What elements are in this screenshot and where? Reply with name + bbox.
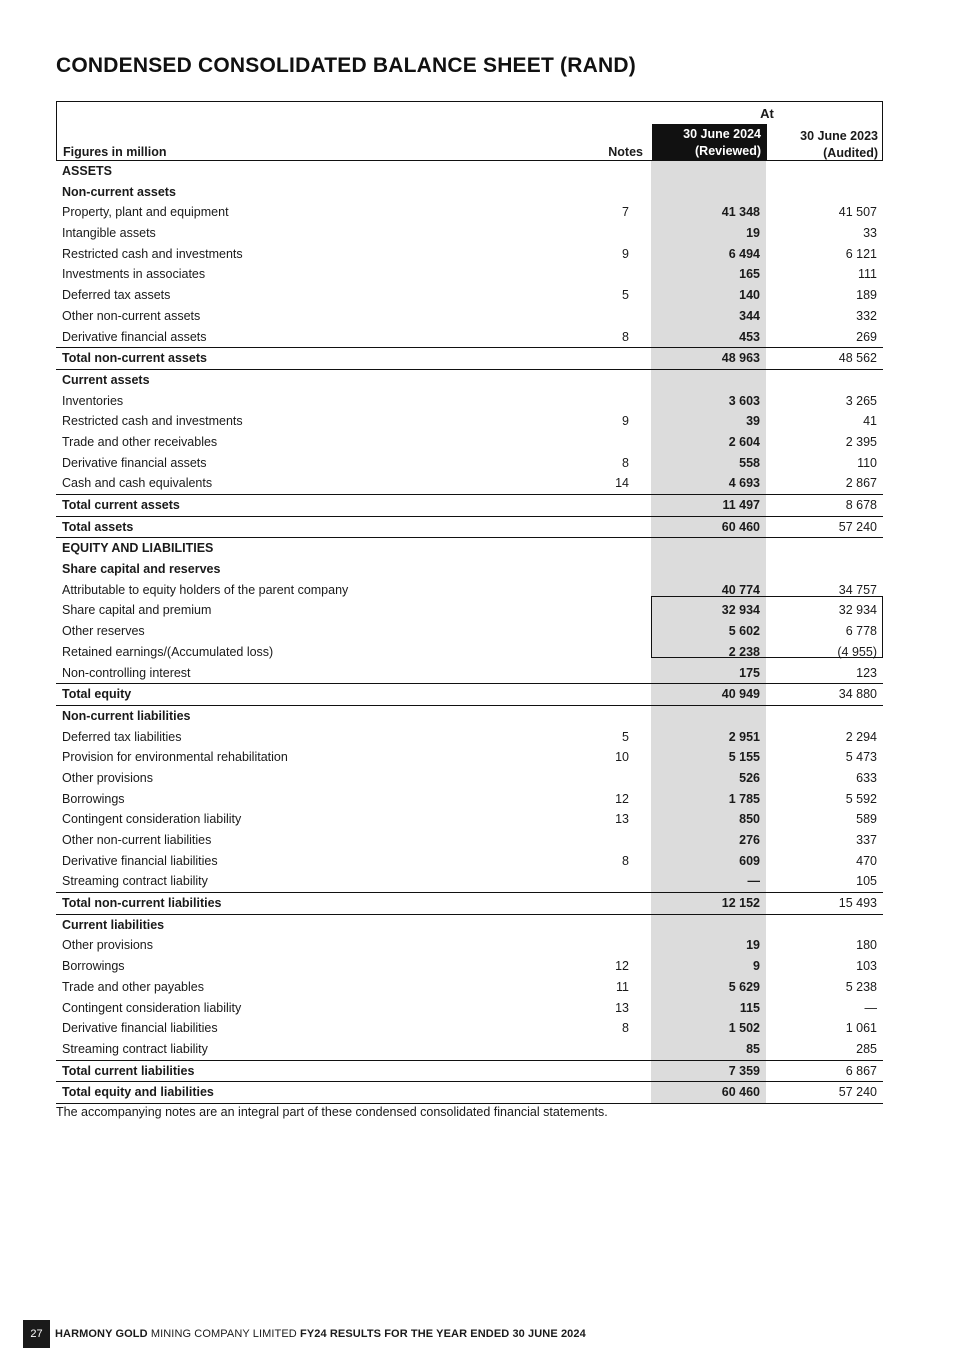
table-row: [56, 537, 883, 559]
row-value-2024: 40 949: [721, 687, 760, 702]
row-value-2024: 2 604: [728, 434, 760, 449]
row-value-2023: 5 473: [845, 750, 877, 765]
column-2023-date: 30 June 2023: [800, 129, 878, 143]
row-value-2024: 115: [739, 1000, 760, 1015]
table-row: [56, 264, 883, 285]
table-row: [56, 998, 883, 1019]
row-value-2024: 11 497: [722, 498, 760, 512]
table-header: [56, 101, 883, 161]
row-value-2024: 344: [739, 308, 760, 323]
row-value-2024: 175: [739, 665, 760, 680]
row-label: Borrowings: [62, 791, 125, 806]
row-note: 8: [622, 853, 629, 868]
table-row: [56, 580, 883, 601]
table-row: [56, 935, 883, 956]
table-row: [56, 892, 883, 914]
row-value-2023: 6 778: [845, 624, 877, 639]
row-note: 5: [622, 729, 629, 744]
row-label: Property, plant and equipment: [62, 205, 229, 220]
table-row: [56, 851, 883, 872]
row-value-2024: 4 693: [728, 476, 760, 491]
table-row: [56, 621, 883, 642]
column-2024-heading: [652, 124, 767, 160]
row-label: Total current liabilities: [62, 1063, 195, 1078]
row-label: Streaming contract liability: [62, 874, 208, 889]
row-value-2024: 165: [739, 267, 760, 282]
row-value-2024: 276: [739, 833, 760, 847]
row-label: Total non-current assets: [62, 351, 207, 366]
row-note: 13: [615, 1000, 629, 1015]
row-value-2023: 15 493: [838, 896, 877, 911]
footnote: The accompanying notes are an integral part of these condensed consolidated financial statements.: [56, 1105, 608, 1119]
balance-sheet-table: [56, 101, 883, 1104]
table-body: [56, 161, 883, 1104]
footer-report: FY24 RESULTS FOR THE YEAR ENDED 30 JUNE 2024: [300, 1328, 586, 1340]
table-row: [56, 494, 883, 516]
row-note: 10: [615, 750, 629, 765]
footer-company-bold: HARMONY GOLD: [55, 1328, 148, 1340]
row-value-2023: 103: [856, 959, 877, 974]
table-row: [56, 747, 883, 768]
table-row: [56, 705, 883, 727]
row-value-2023: 6 121: [845, 246, 877, 261]
row-label: Share capital and reserves: [62, 562, 221, 577]
table-row: [56, 871, 883, 892]
row-label: Streaming contract liability: [62, 1041, 208, 1056]
row-label: Other reserves: [62, 624, 145, 639]
row-value-2024: 5 155: [728, 750, 760, 765]
table-row: [56, 663, 883, 684]
row-value-2024: 41 348: [721, 205, 760, 220]
row-label: Other provisions: [62, 770, 154, 785]
row-label: Other non-current assets: [62, 308, 201, 323]
row-label: Restricted cash and investments: [62, 246, 243, 261]
row-label: Non-current assets: [62, 184, 176, 199]
row-label: Investments in associates: [62, 267, 206, 282]
row-value-2023: 2 395: [845, 434, 877, 449]
page-number: 27: [23, 1320, 50, 1348]
table-row: [56, 809, 883, 830]
row-value-2023: 285: [856, 1041, 877, 1056]
table-row: [56, 642, 883, 663]
row-value-2023: 123: [856, 665, 877, 680]
row-value-2023: 8 678: [845, 498, 877, 512]
row-value-2023: 41 507: [838, 205, 877, 220]
row-label: Borrowings: [62, 959, 125, 974]
row-label: Non-current liabilities: [62, 708, 191, 723]
table-row: [56, 1060, 883, 1082]
row-value-2024: 140: [739, 288, 760, 303]
row-value-2024: 32 934: [721, 603, 760, 618]
row-value-2024: 9: [753, 959, 760, 974]
table-row: [56, 473, 883, 494]
row-value-2024: 5 629: [728, 979, 760, 994]
row-label: Total current assets: [62, 498, 180, 512]
row-value-2023: 41: [863, 414, 877, 429]
row-value-2024: 609: [739, 853, 760, 868]
row-value-2024: —: [747, 874, 760, 889]
row-value-2024: 6 494: [728, 246, 760, 261]
row-note: 12: [615, 959, 629, 974]
table-row: [56, 223, 883, 244]
row-label: Contingent consideration liability: [62, 1000, 242, 1015]
row-note: 8: [622, 329, 629, 344]
row-note: 5: [622, 288, 629, 303]
table-row: [56, 432, 883, 453]
row-label: Contingent consideration liability: [62, 812, 242, 827]
table-row: [56, 202, 883, 223]
row-note: 9: [622, 246, 629, 261]
row-value-2023: 180: [856, 938, 877, 953]
row-label: Derivative financial assets: [62, 329, 207, 344]
table-row: [56, 369, 883, 391]
row-value-2023: 110: [857, 455, 877, 470]
at-heading: At: [760, 106, 774, 121]
table-row: [56, 161, 883, 182]
row-label: Share capital and premium: [62, 603, 212, 618]
table-row: [56, 683, 883, 705]
row-value-2023: 332: [856, 308, 877, 323]
table-row: [56, 727, 883, 748]
figures-heading: Figures in million: [63, 145, 167, 159]
table-row: [56, 830, 883, 851]
row-value-2024: 850: [739, 812, 760, 827]
table-row: [56, 327, 883, 348]
row-value-2024: 60 460: [721, 519, 760, 534]
row-value-2023: 5 592: [845, 791, 877, 806]
row-label: Trade and other payables: [62, 979, 204, 994]
table-row: [56, 977, 883, 998]
row-value-2024: 60 460: [721, 1085, 760, 1100]
row-value-2023: 34 757: [838, 582, 877, 597]
row-note: 11: [616, 979, 629, 994]
row-label: Provision for environmental rehabilitation: [62, 750, 288, 765]
row-label: Cash and cash equivalents: [62, 476, 213, 491]
row-label: Other provisions: [62, 938, 154, 953]
row-label: Total assets: [62, 519, 134, 534]
row-label: Deferred tax assets: [62, 288, 171, 303]
row-value-2023: 57 240: [838, 519, 877, 534]
footer-company-rest: MINING COMPANY LIMITED: [147, 1328, 301, 1340]
row-label: ASSETS: [62, 164, 113, 178]
row-label: Retained earnings/(Accumulated loss): [62, 644, 274, 659]
row-value-2023: 6 867: [845, 1063, 877, 1078]
row-value-2023: 3 265: [845, 393, 877, 408]
row-value-2023: 32 934: [838, 603, 877, 618]
row-value-2023: 1 061: [845, 1021, 877, 1036]
row-value-2024: 3 603: [728, 393, 760, 408]
table-row: [56, 600, 883, 621]
row-value-2023: 111: [857, 267, 877, 282]
row-value-2023: (4 955): [837, 644, 877, 659]
row-label: Current assets: [62, 372, 150, 387]
row-label: Intangible assets: [62, 226, 156, 241]
column-2024-status: (Reviewed): [695, 144, 761, 158]
row-value-2024: 2 951: [728, 729, 760, 744]
table-row: [56, 768, 883, 789]
row-label: Inventories: [62, 393, 124, 408]
column-2023-heading: [767, 124, 882, 160]
row-value-2023: 57 240: [838, 1085, 877, 1100]
table-row: [56, 1039, 883, 1060]
row-value-2024: 5 602: [728, 624, 760, 639]
row-value-2023: 589: [856, 812, 877, 827]
page-title: CONDENSED CONSOLIDATED BALANCE SHEET (RAND): [56, 54, 636, 77]
row-label: Total equity: [62, 687, 132, 702]
row-note: 8: [622, 455, 629, 470]
row-value-2023: 105: [856, 874, 877, 889]
row-label: Other non-current liabilities: [62, 833, 212, 847]
row-note: 12: [615, 791, 629, 806]
row-label: Current liabilities: [62, 917, 165, 932]
table-row: [56, 453, 883, 474]
row-value-2023: 2 294: [845, 729, 877, 744]
row-label: Derivative financial liabilities: [62, 1021, 218, 1036]
row-value-2024: 1 785: [728, 791, 760, 806]
row-note: 13: [615, 812, 629, 827]
row-value-2024: 2 238: [728, 644, 760, 659]
row-value-2023: 633: [856, 770, 877, 785]
table-row: [56, 1081, 883, 1104]
row-value-2024: 7 359: [728, 1063, 760, 1078]
table-row: [56, 306, 883, 327]
row-value-2024: 39: [746, 414, 760, 429]
row-value-2024: 526: [739, 770, 760, 785]
row-value-2023: 269: [856, 329, 877, 344]
row-label: EQUITY AND LIABILITIES: [62, 541, 214, 556]
notes-heading: Notes: [608, 145, 643, 159]
row-label: Total non-current liabilities: [62, 896, 222, 911]
row-value-2024: 12 152: [721, 896, 760, 911]
table-row: [56, 1018, 883, 1039]
row-value-2024: 453: [739, 329, 760, 344]
table-row: [56, 391, 883, 412]
row-value-2024: 85: [746, 1041, 760, 1056]
row-value-2024: 19: [746, 226, 760, 241]
column-2023-status: (Audited): [823, 146, 878, 160]
row-value-2024: 19: [746, 938, 760, 953]
table-row: [56, 789, 883, 810]
table-row: [56, 411, 883, 432]
row-label: Derivative financial assets: [62, 455, 207, 470]
footer-text: [55, 1328, 586, 1340]
row-label: Non-controlling interest: [62, 665, 191, 680]
table-row: [56, 914, 883, 936]
table-row: [56, 516, 883, 538]
table-row: [56, 285, 883, 306]
column-2024-date: 30 June 2024: [683, 127, 761, 141]
row-note: 14: [615, 476, 629, 491]
row-label: Trade and other receivables: [62, 434, 218, 449]
row-value-2023: 470: [856, 853, 877, 868]
row-value-2023: 48 562: [838, 351, 877, 366]
row-value-2024: 40 774: [721, 582, 760, 597]
row-label: Attributable to equity holders of the parent company: [62, 582, 349, 597]
row-value-2023: 189: [856, 288, 877, 303]
row-value-2024: 1 502: [728, 1021, 760, 1036]
table-row: [56, 347, 883, 369]
table-row: [56, 182, 883, 203]
table-row: [56, 559, 883, 580]
table-row: [56, 956, 883, 977]
row-value-2023: 33: [863, 226, 877, 241]
row-value-2023: 337: [856, 833, 877, 847]
page-footer: [23, 1320, 586, 1348]
row-label: Deferred tax liabilities: [62, 729, 182, 744]
row-label: Derivative financial liabilities: [62, 853, 218, 868]
row-label: Restricted cash and investments: [62, 414, 243, 429]
row-value-2023: 5 238: [845, 979, 877, 994]
row-note: 9: [622, 414, 629, 429]
row-note: 8: [622, 1021, 629, 1036]
row-value-2023: 2 867: [845, 476, 877, 491]
row-value-2024: 48 963: [721, 351, 760, 366]
row-label: Total equity and liabilities: [62, 1085, 214, 1100]
row-value-2023: —: [864, 1000, 877, 1015]
table-row: [56, 244, 883, 265]
row-note: 7: [622, 205, 629, 220]
row-value-2024: 558: [739, 455, 760, 470]
row-value-2023: 34 880: [838, 687, 877, 702]
